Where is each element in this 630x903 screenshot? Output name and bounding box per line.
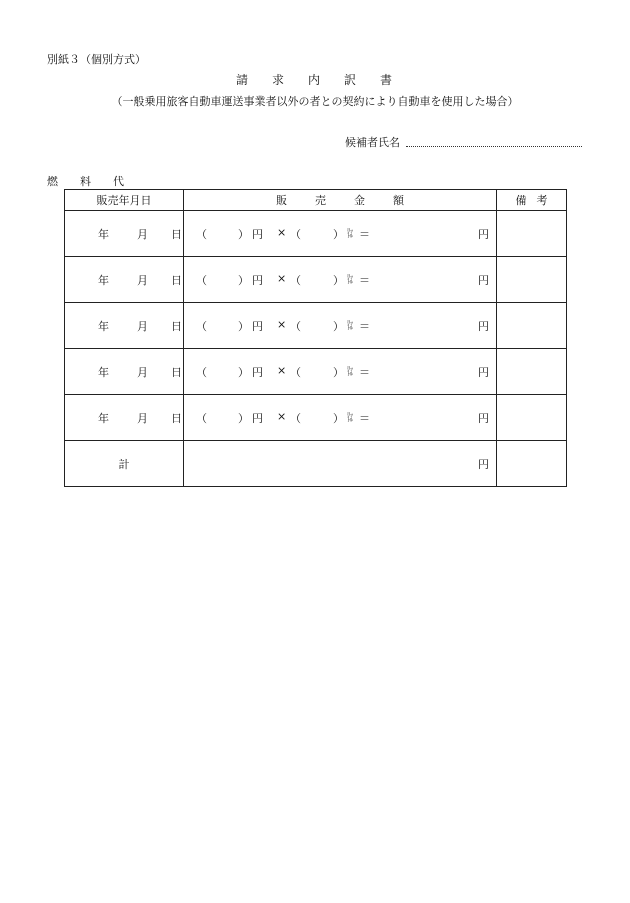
day-label: 日 <box>171 366 182 379</box>
table-header-row <box>65 190 567 211</box>
month-label: 月 <box>137 412 148 425</box>
amount-cell[interactable] <box>184 395 497 441</box>
paren-open: （ <box>290 320 301 333</box>
month-label: 月 <box>137 228 148 241</box>
total-yen: 円 <box>478 228 489 241</box>
times-sign: × <box>277 364 287 377</box>
table-row <box>65 211 567 257</box>
title-char: 求 <box>271 73 286 87</box>
equals-sign: ＝ <box>359 412 370 425</box>
amount-cell[interactable] <box>184 349 497 395</box>
paren-close: ） <box>238 366 249 379</box>
day-label: 日 <box>171 320 182 333</box>
year-label: 年 <box>98 274 109 287</box>
day-label: 日 <box>171 228 182 241</box>
document-subtitle: （一般乗用旅客自動車運送事業者以外の者との契約により自動車を使用した場合） <box>111 95 519 108</box>
notes-cell[interactable] <box>497 257 567 303</box>
paren-close: ） <box>333 412 344 425</box>
year-label: 年 <box>98 320 109 333</box>
unit-price-yen: 円 <box>252 228 263 241</box>
paren-open: （ <box>290 412 301 425</box>
paren-close: ） <box>238 320 249 333</box>
total-yen: 円 <box>478 412 489 425</box>
times-sign: × <box>277 410 287 423</box>
fuel-cost-table <box>64 189 567 487</box>
equals-sign: ＝ <box>359 228 370 241</box>
paren-open: （ <box>196 320 207 333</box>
paren-close: ） <box>333 366 344 379</box>
month-label: 月 <box>137 274 148 287</box>
liter-unit: ﾘｯ ﾄﾙ <box>347 412 354 424</box>
month-label: 月 <box>137 320 148 333</box>
date-cell[interactable] <box>65 349 184 395</box>
section-title <box>47 173 146 189</box>
liter-unit: ﾘｯ ﾄﾙ <box>347 320 354 332</box>
title-char: 訳 <box>344 73 359 87</box>
times-sign: × <box>277 226 287 239</box>
paren-open: （ <box>196 274 207 287</box>
paren-open: （ <box>196 228 207 241</box>
day-label: 日 <box>171 412 182 425</box>
unit-price-yen: 円 <box>252 320 263 333</box>
attachment-label: 別紙３（個別方式） <box>47 53 146 66</box>
day-label: 日 <box>171 274 182 287</box>
year-label: 年 <box>98 366 109 379</box>
equals-sign: ＝ <box>359 366 370 379</box>
paren-close: ） <box>333 274 344 287</box>
equals-sign: ＝ <box>359 320 370 333</box>
date-cell[interactable] <box>65 211 184 257</box>
paren-close: ） <box>238 274 249 287</box>
times-sign: × <box>277 272 287 285</box>
amount-cell[interactable] <box>184 303 497 349</box>
date-cell[interactable] <box>65 395 184 441</box>
liter-unit: ﾘｯ ﾄﾙ <box>347 274 354 286</box>
unit-price-yen: 円 <box>252 274 263 287</box>
title-char: 内 <box>307 73 322 87</box>
paren-close: ） <box>238 412 249 425</box>
notes-cell[interactable] <box>497 349 567 395</box>
paren-close: ） <box>333 228 344 241</box>
paren-close: ） <box>333 320 344 333</box>
times-sign: × <box>277 318 287 331</box>
paren-close: ） <box>238 228 249 241</box>
notes-cell[interactable] <box>497 395 567 441</box>
table-row <box>65 395 567 441</box>
document-title <box>0 71 630 88</box>
month-label: 月 <box>137 366 148 379</box>
section-title-char: 代 <box>113 175 124 188</box>
amount-cell[interactable] <box>184 211 497 257</box>
total-yen: 円 <box>478 458 489 471</box>
paren-open: （ <box>196 366 207 379</box>
total-yen: 円 <box>478 320 489 333</box>
notes-cell[interactable] <box>497 303 567 349</box>
total-notes-cell[interactable] <box>497 441 567 487</box>
paren-open: （ <box>290 228 301 241</box>
section-title-char: 燃 <box>47 175 58 188</box>
year-label: 年 <box>98 228 109 241</box>
total-amount-cell[interactable] <box>184 441 497 487</box>
date-cell[interactable] <box>65 303 184 349</box>
liter-unit: ﾘｯ ﾄﾙ <box>347 228 354 240</box>
amount-cell[interactable] <box>184 257 497 303</box>
table-row <box>65 257 567 303</box>
total-label: 計 <box>65 441 184 487</box>
table-row <box>65 303 567 349</box>
total-yen: 円 <box>478 274 489 287</box>
unit-price-yen: 円 <box>252 366 263 379</box>
table-row <box>65 349 567 395</box>
equals-sign: ＝ <box>359 274 370 287</box>
title-char: 請 <box>235 73 250 87</box>
notes-cell[interactable] <box>497 211 567 257</box>
section-title-char: 料 <box>80 175 91 188</box>
year-label: 年 <box>98 412 109 425</box>
liter-unit: ﾘｯ ﾄﾙ <box>347 366 354 378</box>
paren-open: （ <box>290 366 301 379</box>
paren-open: （ <box>290 274 301 287</box>
total-row <box>65 441 567 487</box>
unit-price-yen: 円 <box>252 412 263 425</box>
candidate-name-label: 候補者氏名 <box>345 136 400 149</box>
header-notes: 備 考 <box>497 190 567 211</box>
header-sale-date: 販売年月日 <box>65 190 184 211</box>
candidate-name-field[interactable] <box>406 146 582 147</box>
date-cell[interactable] <box>65 257 184 303</box>
header-sale-amount: 販 売 金 額 <box>184 190 497 211</box>
total-yen: 円 <box>478 366 489 379</box>
title-char: 書 <box>380 73 395 87</box>
paren-open: （ <box>196 412 207 425</box>
